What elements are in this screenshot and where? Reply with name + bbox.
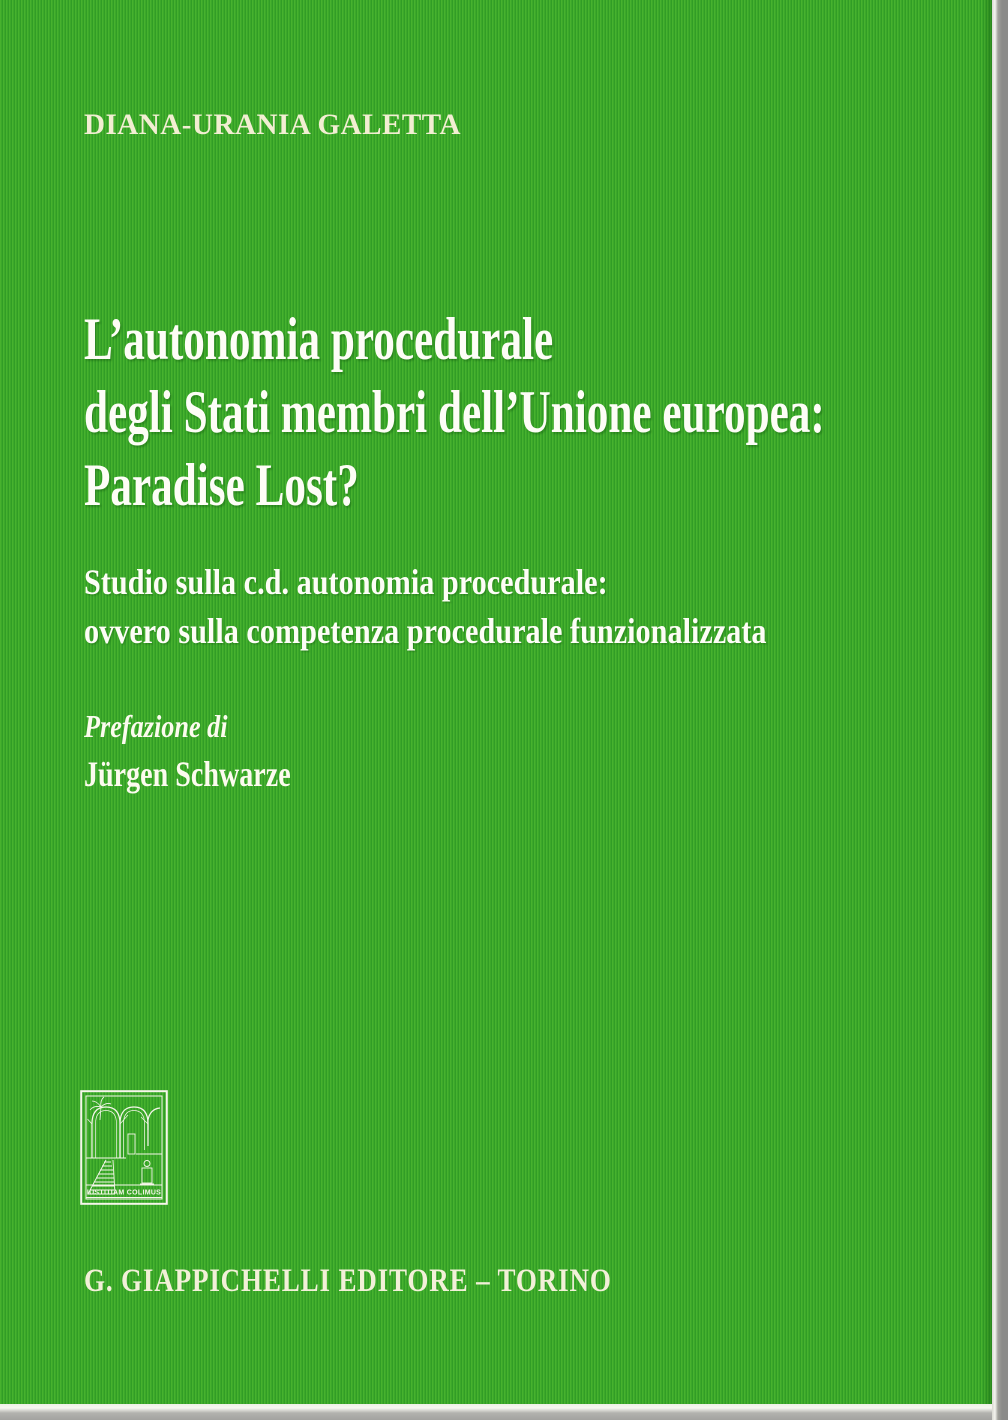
title-line-2: degli Stati membri dell’Unione europea:: [84, 379, 825, 445]
scan-edge-bottom: [0, 1404, 992, 1420]
preface-label: Prefazione di: [84, 708, 228, 744]
emblem-motto-text: IUSTITIAM COLIMUS: [86, 1189, 162, 1197]
preface-author-name: Jürgen Schwarze: [84, 754, 291, 794]
scan-edge-right: [992, 0, 1008, 1420]
title-line-3: Paradise Lost?: [84, 452, 359, 518]
book-title: [84, 303, 1008, 522]
subtitle-line-2: ovvero sulla competenza procedurale funzionalizzata: [84, 611, 767, 651]
book-subtitle: [84, 558, 897, 656]
publisher-imprint: G. GIAPPICHELLI EDITORE – TORINO: [84, 1263, 612, 1299]
author-name: DIANA-URANIA GALETTA: [84, 108, 461, 141]
title-line-1: L’autonomia procedurale: [84, 306, 554, 372]
subtitle-line-1: Studio sulla c.d. autonomia procedurale:: [84, 562, 608, 602]
publisher-emblem-logo: [80, 1090, 168, 1205]
